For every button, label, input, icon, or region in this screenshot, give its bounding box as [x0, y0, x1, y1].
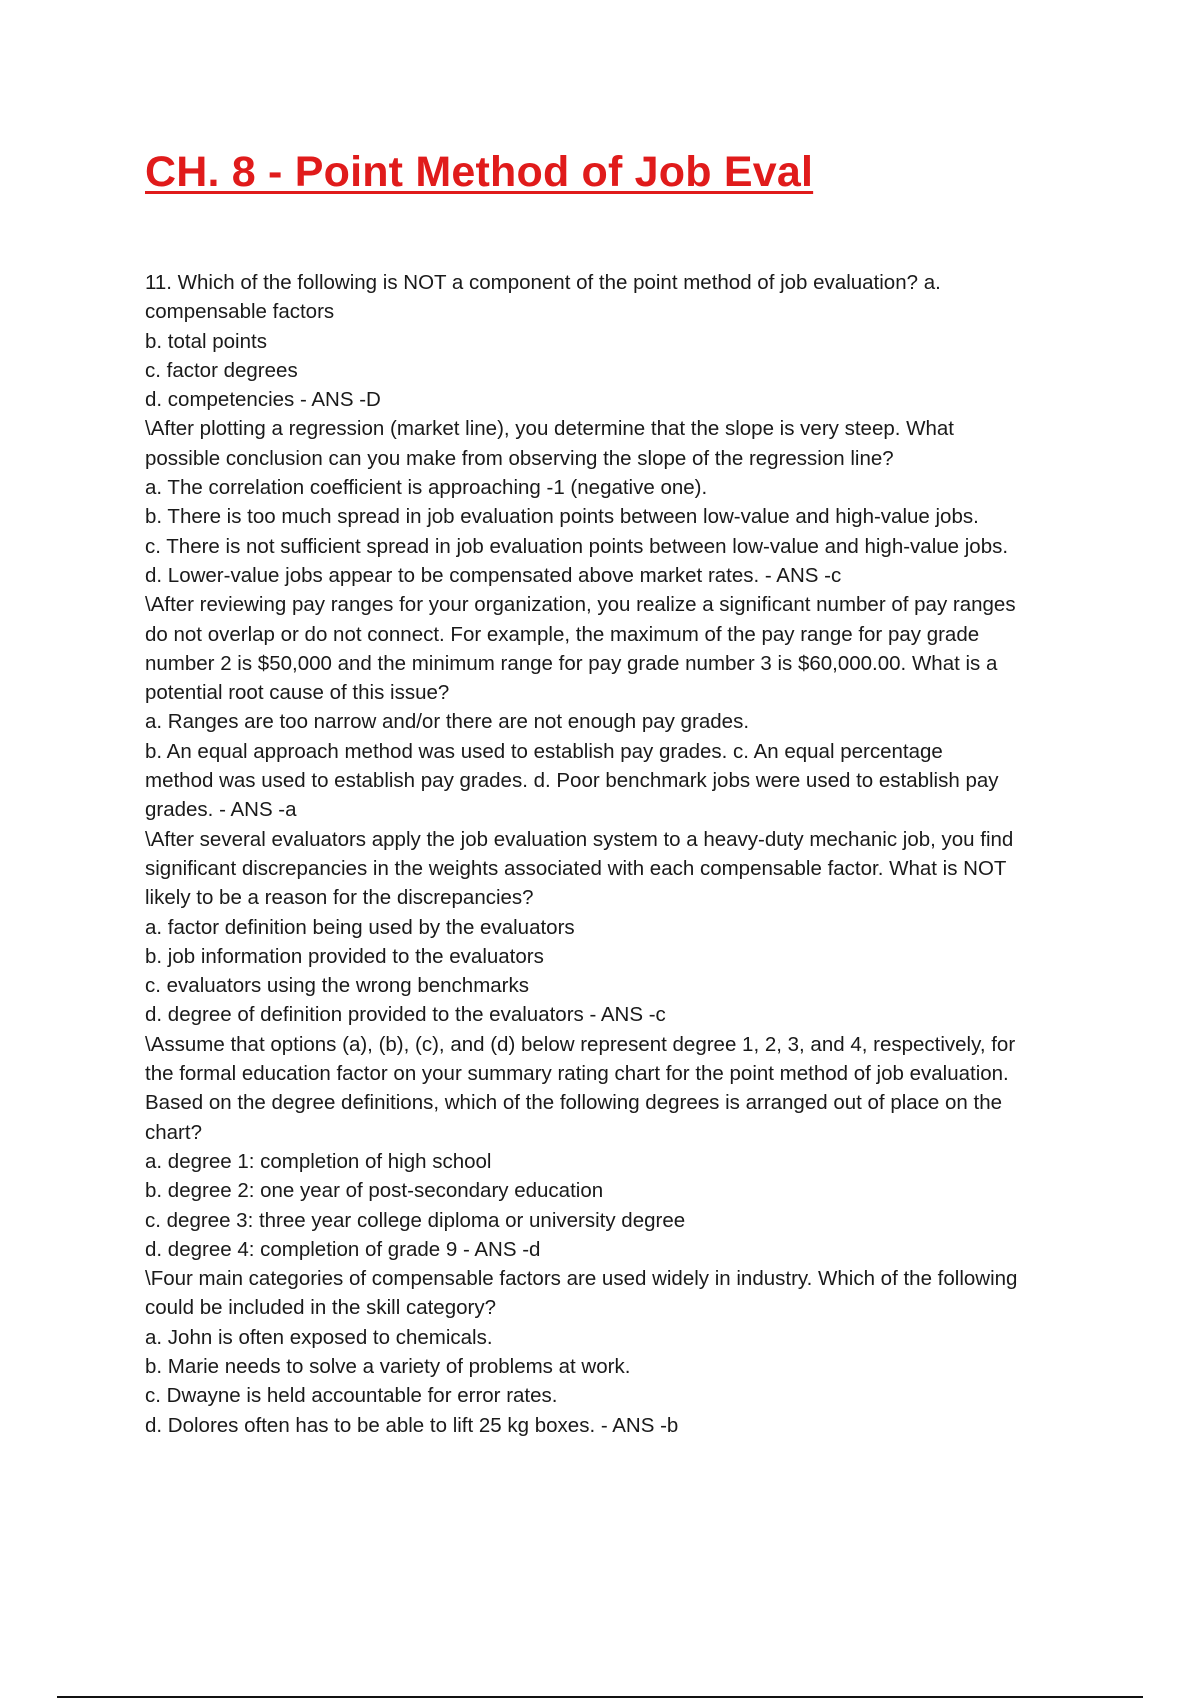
answer-option-line: d. Lower-value jobs appear to be compensated above market rates. - ANS -c [145, 563, 842, 587]
answer-option-line: c. There is not sufficient spread in job evaluation points between low-value and high-value jobs. [145, 534, 1009, 558]
answer-option-line: d. degree 4: completion of grade 9 - ANS -d [145, 1237, 541, 1261]
answer-option-line: a. The correlation coefficient is approaching -1 (negative one). [145, 476, 708, 500]
footer-divider [57, 1696, 1143, 1698]
answer-option-line: b. An equal approach method was used to establish pay grades. c. An equal percentage [145, 739, 943, 763]
answer-option-line: d. degree of definition provided to the evaluators - ANS -c [145, 1003, 666, 1027]
answer-option-line: b. job information provided to the evaluators [145, 944, 544, 968]
answer-option-line: grades. - ANS -a [145, 798, 297, 822]
answer-option-line: a. Ranges are too narrow and/or there are not enough pay grades. [145, 710, 750, 734]
answer-option-line: c. Dwayne is held accountable for error rates. [145, 1384, 558, 1408]
question-text-line: \After several evaluators apply the job evaluation system to a heavy-duty mechanic job, you find [145, 827, 1014, 851]
question-text-line: potential root cause of this issue? [145, 681, 450, 705]
question-text-line: significant discrepancies in the weights associated with each compensable factor. What is NOT [145, 856, 1007, 880]
answer-option-line: a. factor definition being used by the evaluators [145, 915, 575, 939]
answer-option-line: a. John is often exposed to chemicals. [145, 1325, 493, 1349]
answer-option-line: b. Marie needs to solve a variety of problems at work. [145, 1354, 631, 1378]
question-text-line: \After plotting a regression (market line), you determine that the slope is very steep. What [145, 417, 954, 441]
question-text-line: possible conclusion can you make from observing the slope of the regression line? [145, 446, 894, 470]
question-text-line: Based on the degree definitions, which of the following degrees is arranged out of place on the [145, 1091, 1003, 1115]
answer-option-line: c. degree 3: three year college diploma or university degree [145, 1208, 686, 1232]
question-text-line: \After reviewing pay ranges for your organization, you realize a significant number of pay ranges [145, 593, 1016, 617]
answer-option-line: method was used to establish pay grades. d. Poor benchmark jobs were used to establish pay [145, 769, 999, 793]
question-text-line: \Four main categories of compensable factors are used widely in industry. Which of the following [145, 1267, 1018, 1291]
question-text-line: chart? [145, 1120, 202, 1144]
question-text-line: the formal education factor on your summary rating chart for the point method of job evaluation. [145, 1062, 1009, 1086]
answer-option-line: d. competencies - ANS -D [145, 388, 381, 412]
question-text-line: \Assume that options (a), (b), (c), and (d) below represent degree 1, 2, 3, and 4, respectively, for [145, 1032, 1016, 1056]
question-text-line: number 2 is $50,000 and the minimum range for pay grade number 3 is $60,000.00. What is a [145, 651, 998, 675]
question-text-line: do not overlap or do not connect. For example, the maximum of the pay range for pay grade [145, 622, 980, 646]
answer-option-line: c. evaluators using the wrong benchmarks [145, 974, 530, 998]
answer-option-line: d. Dolores often has to be able to lift 25 kg boxes. - ANS -b [145, 1413, 679, 1437]
question-text-line: likely to be a reason for the discrepancies? [145, 886, 534, 910]
document-body [145, 268, 1095, 1440]
question-text-line: could be included in the skill category? [145, 1296, 496, 1320]
answer-option-line: a. degree 1: completion of high school [145, 1149, 492, 1173]
answer-option-line: b. total points [145, 329, 267, 353]
question-text-line: 11. Which of the following is NOT a component of the point method of job evaluation? a. [145, 271, 941, 294]
answer-option-line: b. There is too much spread in job evaluation points between low-value and high-value jobs. [145, 505, 979, 529]
answer-option-line: c. factor degrees [145, 358, 298, 382]
answer-option-line: b. degree 2: one year of post-secondary education [145, 1179, 604, 1203]
question-text-line: compensable factors [145, 300, 335, 324]
page-title: CH. 8 - Point Method of Job Eval [145, 148, 814, 196]
